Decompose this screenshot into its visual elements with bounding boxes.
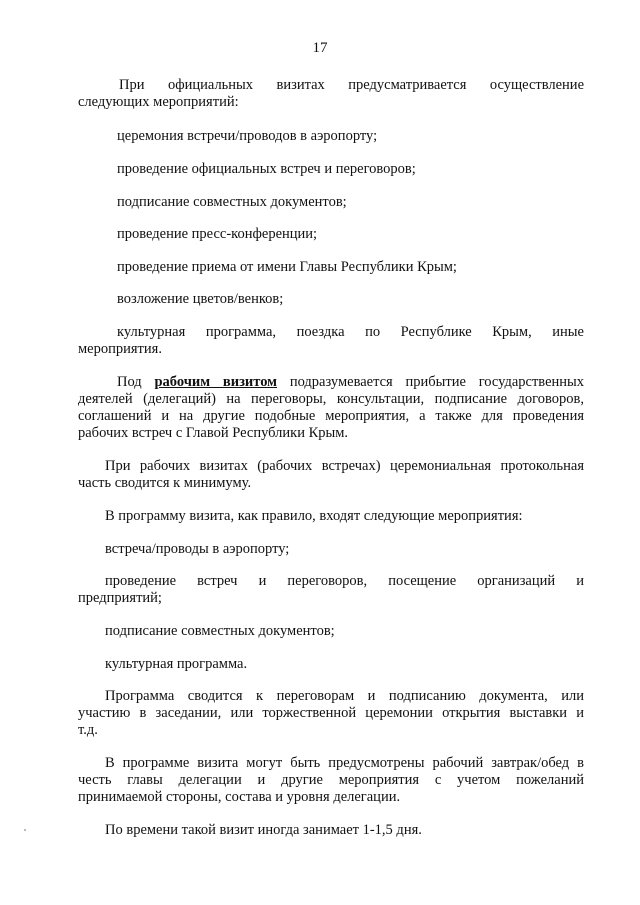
paragraph-2-line-3: соглашений и на другие подобные мероприятия, а также для проведения — [78, 408, 584, 424]
list-item-1: церемония встречи/проводов в аэропорту; — [117, 128, 378, 144]
paragraph-2-line-4: рабочих встреч с Главой Республики Крым. — [78, 425, 349, 441]
paragraph-5-line-3: т.д. — [78, 722, 98, 738]
list-item-7-line-1: культурная программа, поездка по Республике Крым, иные — [117, 324, 584, 340]
paragraph-4: В программу визита, как правило, входят следующие мероприятия: — [105, 508, 523, 524]
paragraph-1-line-1: При официальных визитах предусматривается осуществление — [119, 77, 584, 93]
paragraph-2-rest: подразумевается прибытие государственных — [289, 374, 585, 390]
page-number: 17 — [312, 40, 328, 56]
paragraph-3-line-2: часть сводится к минимуму. — [78, 475, 252, 491]
list-item-6: возложение цветов/венков; — [117, 291, 284, 307]
scan-speck — [24, 829, 26, 831]
paragraph-6-line-2: честь главы делегации и другие мероприятия с учетом пожеланий — [78, 772, 584, 788]
paragraph-2-lead: Под — [117, 374, 142, 390]
list-item-5: проведение приема от имени Главы Республики Крым; — [117, 259, 457, 275]
list-item-2: проведение официальных встреч и переговоров; — [117, 161, 416, 177]
paragraph-2-line-2: деятелей (делегаций) на переговоры, консультации, подписание договоров, — [78, 391, 584, 407]
program-item-2-line-1: проведение встреч и переговоров, посещение организаций и — [105, 573, 584, 589]
paragraph-5-line-1: Программа сводится к переговорам и подписанию документа, или — [105, 688, 584, 704]
list-item-7-line-2: мероприятия. — [78, 341, 162, 357]
list-item-3: подписание совместных документов; — [117, 194, 347, 210]
program-item-1: встреча/проводы в аэропорту; — [105, 541, 290, 557]
program-item-4: культурная программа. — [105, 656, 248, 672]
paragraph-1-line-2: следующих мероприятий: — [78, 94, 239, 110]
paragraph-5-line-2: участию в заседании, или торжественной церемонии открытия выставки и — [78, 705, 584, 721]
paragraph-7: По времени такой визит иногда занимает 1-1,5 дня. — [105, 822, 422, 838]
paragraph-6-line-1: В программе визита могут быть предусмотрены рабочий завтрак/обед в — [105, 755, 584, 771]
paragraph-3-line-1: При рабочих визитах (рабочих встречах) церемониальная протокольная — [105, 458, 584, 474]
working-visit-term: рабочим визитом — [154, 374, 278, 390]
paragraph-6-line-3: принимаемой стороны, состава и уровня делегации. — [78, 789, 401, 805]
program-item-2-line-2: предприятий; — [78, 590, 162, 606]
program-item-3: подписание совместных документов; — [105, 623, 335, 639]
paragraph-2-line-1 — [117, 374, 584, 391]
list-item-4: проведение пресс-конференции; — [117, 226, 318, 242]
